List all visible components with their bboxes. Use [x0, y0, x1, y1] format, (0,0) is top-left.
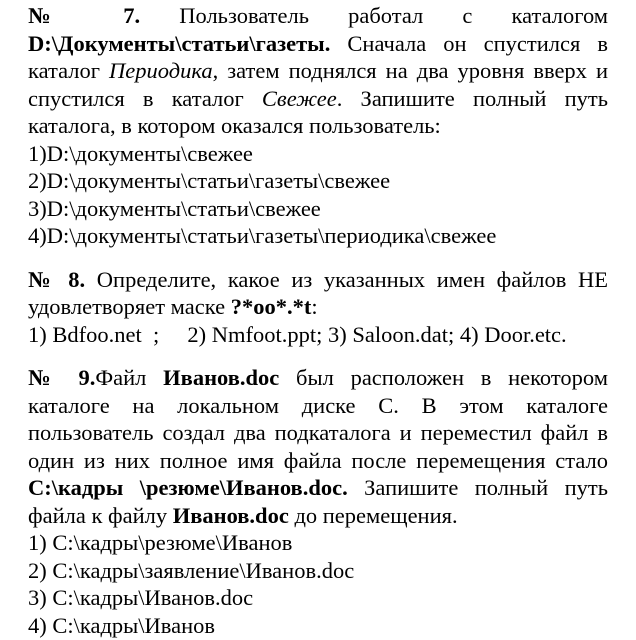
- question-text-bold: Иванов.doc: [172, 502, 289, 528]
- answer-option-7-3: 3)D:\документы\статьи\свежее: [28, 195, 321, 221]
- question-text-run: . Запишите полный путь каталога, в котором оказался пользователь:: [28, 85, 608, 138]
- answer-options: [28, 140, 608, 250]
- answer-options: [28, 321, 608, 349]
- question-text-run: Определите, какое из указанных имен файлов НЕ удовлетворяет маске: [28, 266, 608, 319]
- answer-options: [28, 529, 608, 639]
- question-text-run: Пользователь работал с каталогом: [140, 3, 608, 28]
- question-text-italic: Свежее: [261, 85, 337, 111]
- question-text: [28, 364, 608, 529]
- answer-option-7-2: 2)D:\документы\статьи\газеты\свежее: [28, 168, 391, 193]
- answer-option-9-1: 1) С:\кадры\резюме\Иванов: [28, 530, 293, 555]
- answer-option-7-4: 4)D:\документы\статьи\газеты\периодика\свежее: [28, 223, 497, 248]
- question-text-bold: Иванов.doc: [163, 365, 280, 390]
- question-text-run: :: [311, 294, 318, 319]
- question-text-bold: С:\кадры \резюме\Иванов.doc.: [28, 475, 348, 500]
- question-text-run: , затем поднялся на два уровня вверх и спустился в каталог: [28, 58, 608, 111]
- question-text-run: до перемещения.: [288, 502, 458, 528]
- question-block-7: [28, 2, 608, 250]
- question-text: [28, 2, 608, 140]
- answer-option-9-2: 2) С:\кадры\заявление\Иванов.doc: [28, 557, 355, 583]
- question-text-bold: D:\Документы\статьи\газеты.: [28, 30, 331, 56]
- question-block-9: [28, 364, 608, 639]
- question-text-run: Файл: [95, 365, 164, 390]
- question-text-run: Запишите полный путь файла к файлу: [28, 475, 608, 528]
- question-block-8: [28, 266, 608, 349]
- answer-option-8-1: 1) Bdfoo.net ; 2) Nmfoot.ppt; 3) Saloon.dat; 4) Door.etc.: [28, 321, 567, 347]
- question-text-run: был расположен в некотором каталоге на локальном диске С. В этом каталоге пользователь создал два подкаталога и переместил файл в один из них полное имя файла после перемещения стало: [28, 365, 608, 473]
- question-text-bold: № 8.: [28, 266, 86, 292]
- question-text-bold: № 9.: [28, 365, 96, 390]
- question-text: [28, 266, 608, 321]
- answer-option-9-3: 3) С:\кадры\Иванов.doc: [28, 585, 254, 610]
- answer-option-7-1: 1)D:\документы\свежее: [28, 140, 253, 166]
- answer-option-9-4: 4) С:\кадры\Иванов: [28, 612, 215, 638]
- question-text-bold: № 7.: [28, 3, 141, 28]
- question-text-italic: Периодика: [109, 58, 213, 83]
- question-text-bold: ?*oo*.*t: [230, 294, 312, 319]
- question-text-run: Сначала он спустился в каталог: [28, 30, 608, 83]
